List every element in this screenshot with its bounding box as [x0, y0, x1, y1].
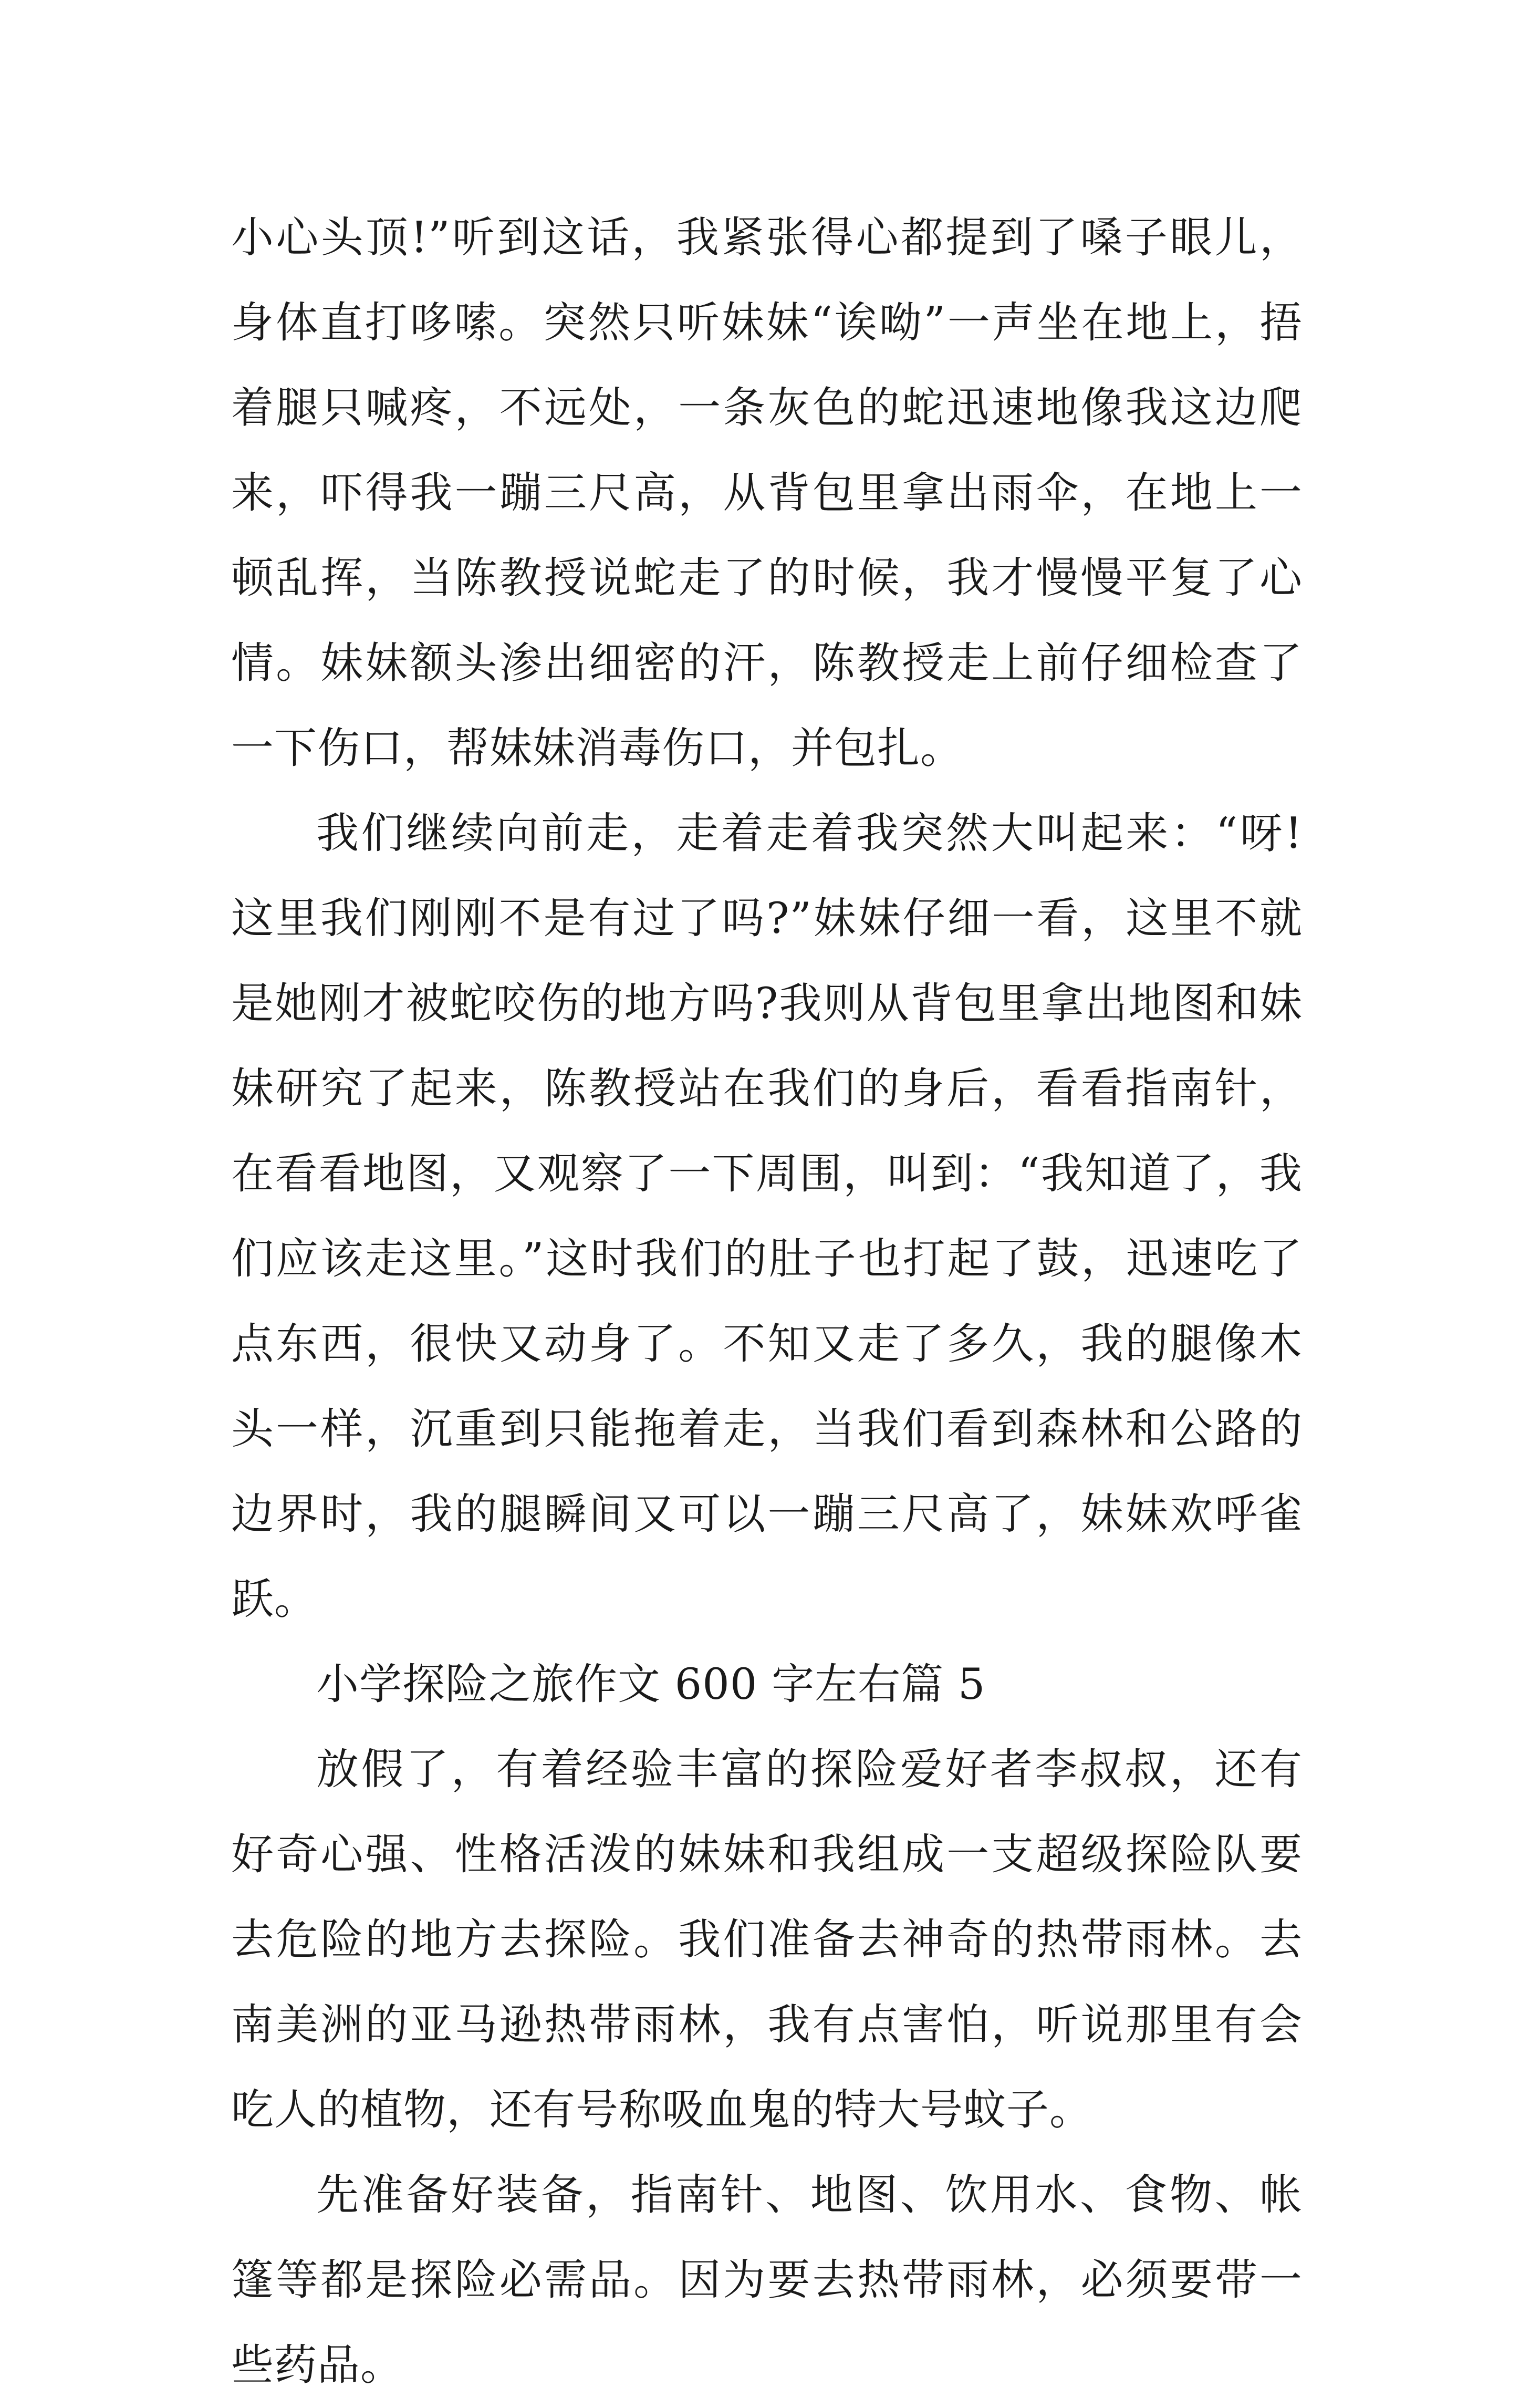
paragraph-continuation: 小心头顶!”听到这话，我紧张得心都提到了嗓子眼儿，身体直打哆嗦。突然只听妹妹“诶呦”一声坐在地上，捂着腿只喊疼，不远处，一条灰色的蛇迅速地像我这边爬来，吓得我一蹦三尺高，从背包里拿出雨伞，在地上一顿乱挥，当陈教授说蛇走了的时候，我才慢慢平复了心情。妹妹额头渗出细密的汗，陈教授走上前仔细检查了一下伤口，帮妹妹消毒伤口，并包扎。 [231, 213, 1303, 773]
paragraph: 放假了，有着经验丰富的探险爱好者李叔叔，还有好奇心强、性格活泼的妹妹和我组成一支超级探险队要去危险的地方去探险。我们准备去神奇的热带雨林。去南美洲的亚马逊热带雨林，我有点害怕，听说那里有会吃人的植物，还有号称吸血鬼的特大号蚊子。 [231, 1745, 1303, 2135]
paragraph: 先准备好装备，指南针、地图、饮用水、食物、帐篷等都是探险必需品。因为要去热带雨林，必须要带一些药品。 [231, 2171, 1303, 2390]
section-heading: 小学探险之旅作文 600 字左右篇 5 [316, 1660, 986, 1709]
document-body [231, 195, 1303, 2408]
paragraph: 我们继续向前走，走着走着我突然大叫起来：“呀!这里我们刚刚不是有过了吗?”妹妹仔细一看，这里不就是她刚才被蛇咬伤的地方吗?我则从背包里拿出地图和妹妹研究了起来，陈教授站在我们的身后，看看指南针，在看看地图，又观察了一下周围，叫到：“我知道了，我们应该走这里。”这时我们的肚子也打起了鼓，迅速吃了点东西，很快又动身了。不知又走了多久，我的腿像木头一样，沉重到只能拖着走，当我们看到森林和公路的边界时，我的腿瞬间又可以一蹦三尺高了，妹妹欢呼雀跃。 [231, 809, 1303, 1624]
